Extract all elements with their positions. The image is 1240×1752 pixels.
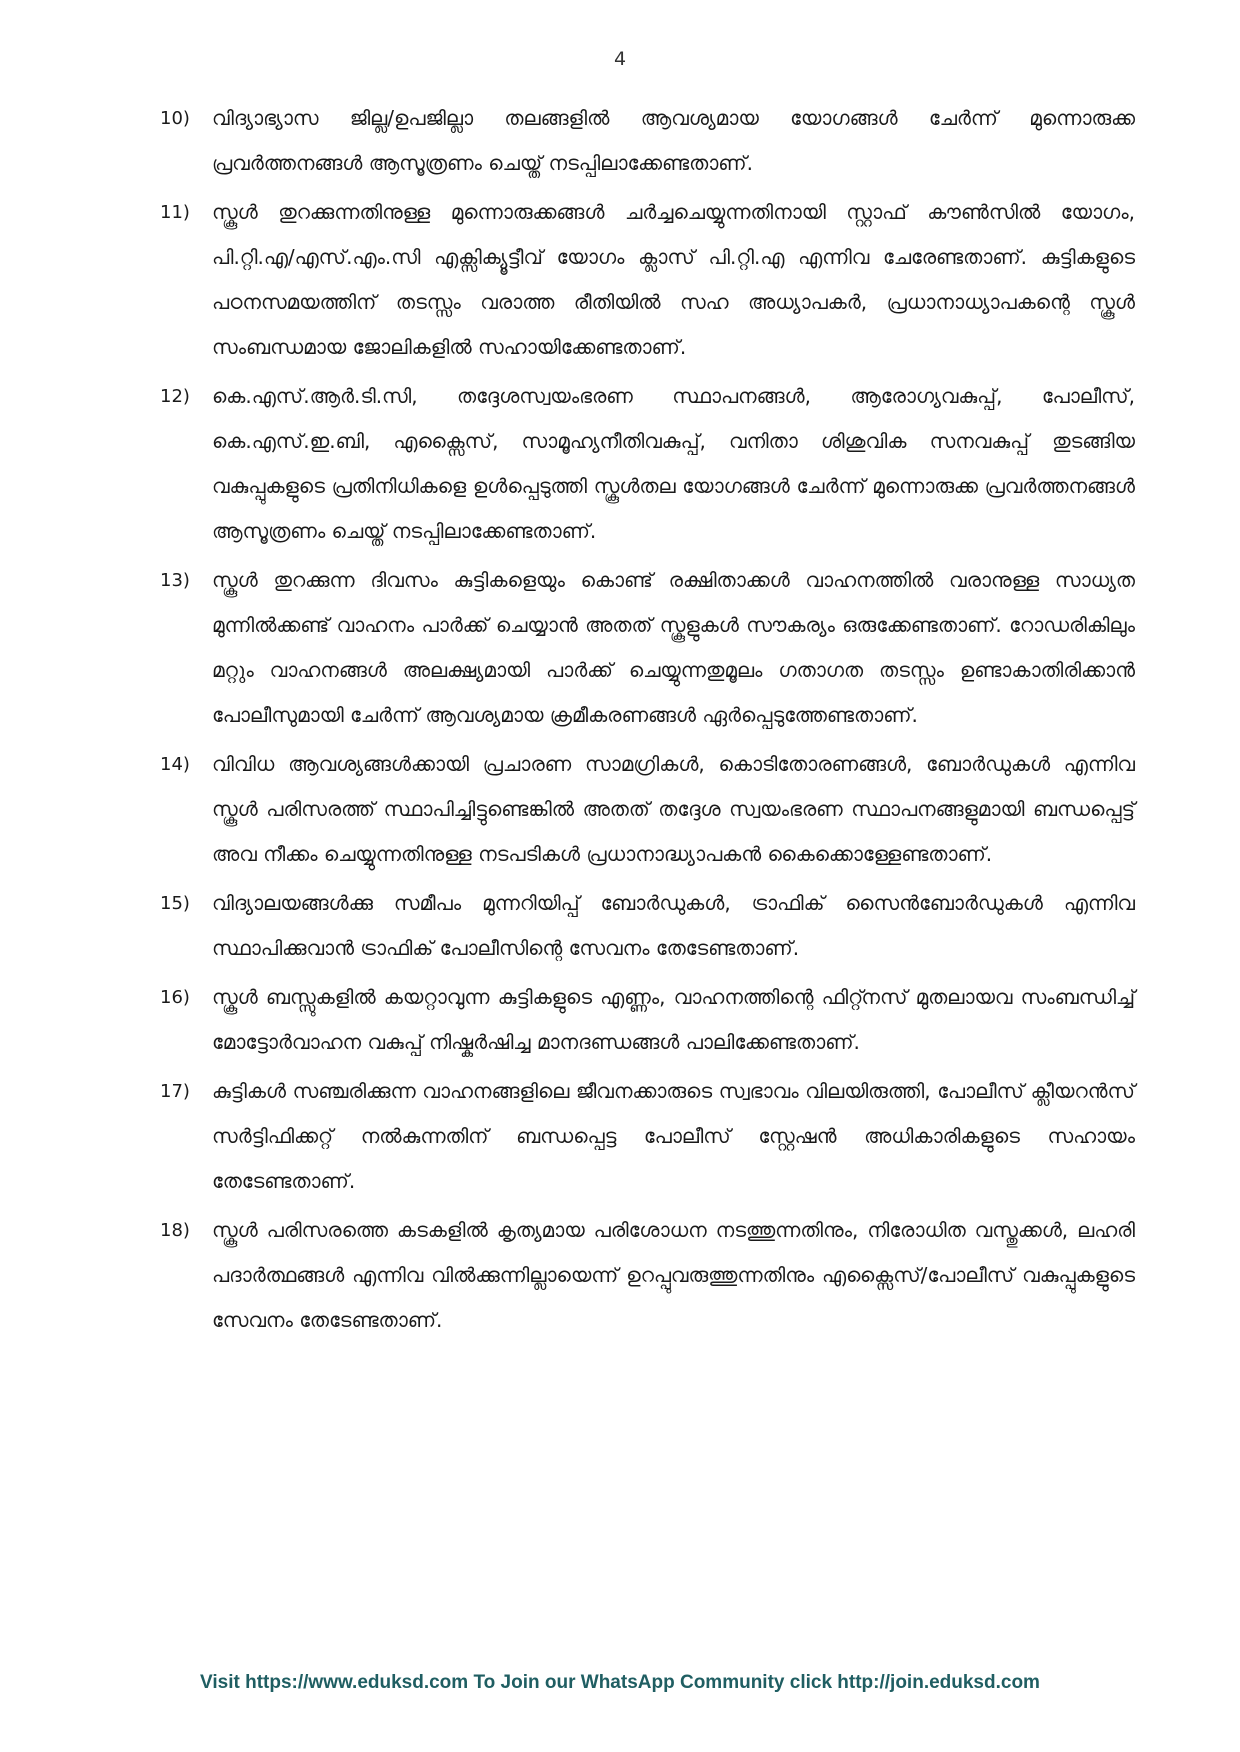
item-text: സ്കൂൾ തുറക്കുന്നതിനുള്ള മുന്നൊരുക്കങ്ങൾ ചർച്ചചെയ്യുന്നതിനായി സ്റ്റാഫ് കൗൺസിൽ യോഗം, പി.റ്റി.എ/എസ്.എം.സി എക്സിക്യൂട്ടീവ് യോഗം ക്ലാസ് പി.റ്റി.എ എന്നിവ ചേരേണ്ടതാണ്. കുട്ടികളുടെ പഠനസമയത്തിന് തടസ്സം വരാത്ത രീതിയിൽ സഹ അധ്യാപകർ, പ്രധാനാധ്യാപകന്റെ സ്കൂൾ സംബന്ധമായ ജോലികളിൽ സഹായിക്കേണ്ടതാണ്.: [212, 200, 1135, 359]
list-item: [160, 96, 1135, 186]
item-number: 12): [160, 386, 190, 407]
item-text: വിദ്യാഭ്യാസ ജില്ല/ഉപജില്ലാ തലങ്ങളിൽ ആവശ്യമായ യോഗങ്ങൾ ചേർന്ന് മുന്നൊരുക്ക പ്രവർത്തനങ്ങൾ ആസൂത്രണം ചെയ്ത് നടപ്പിലാക്കേണ്ടതാണ്.: [212, 106, 1135, 175]
item-text: സ്കൂൾ പരിസരത്തെ കടകളിൽ കൃത്യമായ പരിശോധന നടത്തുന്നതിനും, നിരോധിത വസ്തുക്കൾ, ലഹരി പദാർത്ഥങ്ങൾ എന്നിവ വിൽക്കുന്നില്ലായെന്ന് ഉറപ്പുവരുത്തുന്നതിനും എക്സൈസ്/പോലീസ് വകുപ്പുകളുടെ സേവനം തേടേണ്ടതാണ്.: [212, 1218, 1135, 1332]
list-item: [160, 881, 1135, 971]
item-number: 14): [160, 754, 190, 775]
list-item: [160, 742, 1135, 877]
item-number: 17): [160, 1081, 190, 1102]
list-item: [160, 190, 1135, 370]
item-number: 15): [160, 893, 190, 914]
list-item: [160, 975, 1135, 1065]
item-text: വിദ്യാലയങ്ങൾക്കു സമീപം മുന്നറിയിപ്പ് ബോർഡുകൾ, ട്രാഫിക് സൈൻബോർഡുകൾ എന്നിവ സ്ഥാപിക്കുവാൻ ട്രാഫിക് പോലീസിന്റെ സേവനം തേടേണ്ടതാണ്.: [212, 891, 1135, 960]
item-number: 13): [160, 570, 190, 591]
item-text: കുട്ടികൾ സഞ്ചരിക്കുന്ന വാഹനങ്ങളിലെ ജീവനക്കാരുടെ സ്വഭാവം വിലയിരുത്തി, പോലീസ് ക്ലീയറൻസ് സർട്ടിഫിക്കറ്റ് നൽകുന്നതിന് ബന്ധപ്പെട്ട പോലീസ് സ്റ്റേഷൻ അധികാരികളുടെ സഹായം തേടേണ്ടതാണ്.: [212, 1079, 1135, 1193]
item-number: 11): [160, 202, 190, 223]
list-item: [160, 1208, 1135, 1343]
list-item: [160, 374, 1135, 554]
list-item: [160, 558, 1135, 738]
item-number: 10): [160, 108, 190, 129]
item-text: സ്കൂൾ തുറക്കുന്ന ദിവസം കുട്ടികളെയും കൊണ്ട് രക്ഷിതാക്കൾ വാഹനത്തിൽ വരാനുള്ള സാധ്യത മുന്നിൽക്കണ്ട് വാഹനം പാർക്ക് ചെയ്യാൻ അതത് സ്കൂളുകൾ സൗകര്യം ഒരുക്കേണ്ടതാണ്. റോഡരികിലും മറ്റും വാഹനങ്ങൾ അലക്ഷ്യമായി പാർക്ക് ചെയ്യുന്നതുമൂലം ഗതാഗത തടസ്സം ഉണ്ടാകാതിരിക്കാൻ പോലീസുമായി ചേർന്ന് ആവശ്യമായ ക്രമീകരണങ്ങൾ ഏർപ്പെടുത്തേണ്ടതാണ്.: [212, 568, 1135, 727]
item-text: സ്കൂൾ ബസ്സുകളിൽ കയറ്റാവുന്ന കുട്ടികളുടെ എണ്ണം, വാഹനത്തിന്റെ ഫിറ്റ്നസ് മുതലായവ സംബന്ധിച്ച് മോട്ടോർവാഹന വകുപ്പ് നിഷ്കർഷിച്ച മാനദണ്ഡങ്ങൾ പാലിക്കേണ്ടതാണ്.: [212, 985, 1135, 1054]
document-body: [160, 96, 1135, 1347]
footer-link-text[interactable]: Visit https://www.eduksd.com To Join our WhatsApp Community click http://join.eduksd.com: [200, 1672, 1040, 1693]
list-item: [160, 1069, 1135, 1204]
item-text: കെ.എസ്.ആർ.ടി.സി, തദ്ദേശസ്വയംഭരണ സ്ഥാപനങ്ങൾ, ആരോഗ്യവകുപ്പ്, പോലീസ്, കെ.എസ്.ഇ.ബി, എക്സൈസ്, സാമൂഹ്യനീതിവകുപ്പ്, വനിതാ ശിശുവിക സനവകുപ്പ് തുടങ്ങിയ വകുപ്പുകളുടെ പ്രതിനിധികളെ ഉൾപ്പെടുത്തി സ്കൂൾതല യോഗങ്ങൾ ചേർന്ന് മുന്നൊരുക്ക പ്രവർത്തനങ്ങൾ ആസൂത്രണം ചെയ്ത് നടപ്പിലാക്കേണ്ടതാണ്.: [212, 384, 1135, 543]
item-number: 18): [160, 1220, 190, 1241]
item-number: 16): [160, 987, 190, 1008]
item-text: വിവിധ ആവശ്യങ്ങൾക്കായി പ്രചാരണ സാമഗ്രികൾ, കൊടിതോരണങ്ങൾ, ബോർഡുകൾ എന്നിവ സ്കൂൾ പരിസരത്ത് സ്ഥാപിച്ചിട്ടുണ്ടെങ്കിൽ അതത് തദ്ദേശ സ്വയംഭരണ സ്ഥാപനങ്ങളുമായി ബന്ധപ്പെട്ട് അവ നീക്കം ചെയ്യുന്നതിനുള്ള നടപടികൾ പ്രധാനാദ്ധ്യാപകൻ കൈക്കൊള്ളേണ്ടതാണ്.: [212, 752, 1135, 866]
page-number: 4: [613, 48, 627, 70]
